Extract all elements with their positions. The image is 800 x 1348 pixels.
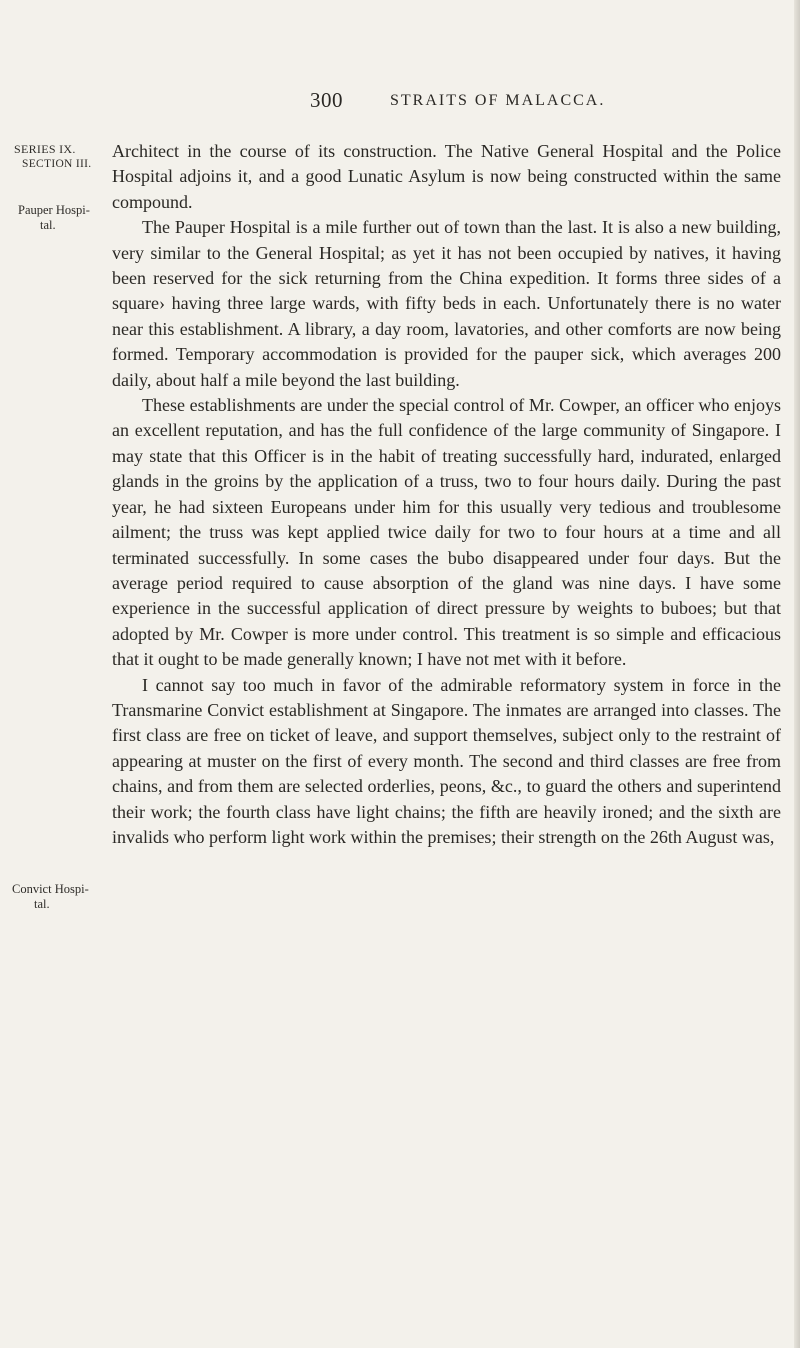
convict-note-line-2: tal. [34, 897, 50, 911]
page-number: 300 [310, 88, 343, 112]
pauper-note-line-2: tal. [40, 218, 56, 232]
paragraph-pauper-hospital: The Pauper Hospital is a mile further out of town than the last. It is also a new building, very similar to the General Hospital; as yet it has not been occupied by natives, it having been reserved for the sick returning from the China expedition. It forms three sides of a square› having three large wards, with fifty beds in each. Unfortunately there is no water near this establishment. A library, a day room, lavatories, and other comforts are now being formed. Temporary accommodation is provided for the pauper sick, which averages 200 daily, about half a mile beyond the last building. [112, 217, 781, 390]
paragraph-establishments-control: These establishments are under the special control of Mr. Cowper, an officer who enjoys an excellent reputation, and has the full confidence of the large community of Singapore. I may state that this Officer is in the habit of treating successfully hard, indurated, enlarged glands in the groins by the application of a truss, two to four hours daily. During the past year, he had sixteen Europeans under him for this usually very tedious and troublesome ailment; the truss was kept applied twice daily for two to four hours at a time and all terminated successfully. In some cases the bubo disappeared under four days. But the average period required to cause absorption of the gland was nine days. I have some experience in the successful application of direct pressure by weights to buboes; but that adopted by Mr. Cowper is more under control. This treatment is so simple and efficacious that it ought to be made generally known; I have not met with it before. [112, 395, 781, 670]
paragraph-hospital-construction: Architect in the course of its construction. The Native General Hospital and the Police Hospital adjoins it, and a good Lunatic Asylum is now being constructed within the same compound. [112, 141, 781, 212]
convict-note-line-1: Convict Hospi- [12, 882, 89, 896]
series-label: SERIES IX. [14, 142, 76, 156]
running-head: STRAITS OF MALACCA. [390, 92, 606, 109]
section-label: SECTION III. [22, 158, 92, 170]
series-margin-note [14, 142, 100, 172]
paragraph-convict-system: I cannot say too much in favor of the admirable reformatory system in force in the Transmarine Convict establishment at Singapore. The inmates are arranged into classes. The first class are free on ticket of leave, and support themselves, subject only to the restraint of appearing at muster on the first of every month. The second and third classes are free from chains, and from them are selected orderlies, peons, &c., to guard the others and superintend their work; the fourth class have light chains; the fifth are heavily ironed; and the sixth are invalids who perform light work within the premises; their strength on the 26th August was, [112, 674, 781, 847]
convict-hospital-margin-note [12, 882, 98, 912]
page-right-edge [794, 0, 800, 1348]
body-text [112, 139, 781, 850]
pauper-note-line-1: Pauper Hospi- [18, 203, 90, 217]
page-header [0, 88, 800, 118]
pauper-hospital-margin-note [18, 203, 104, 233]
